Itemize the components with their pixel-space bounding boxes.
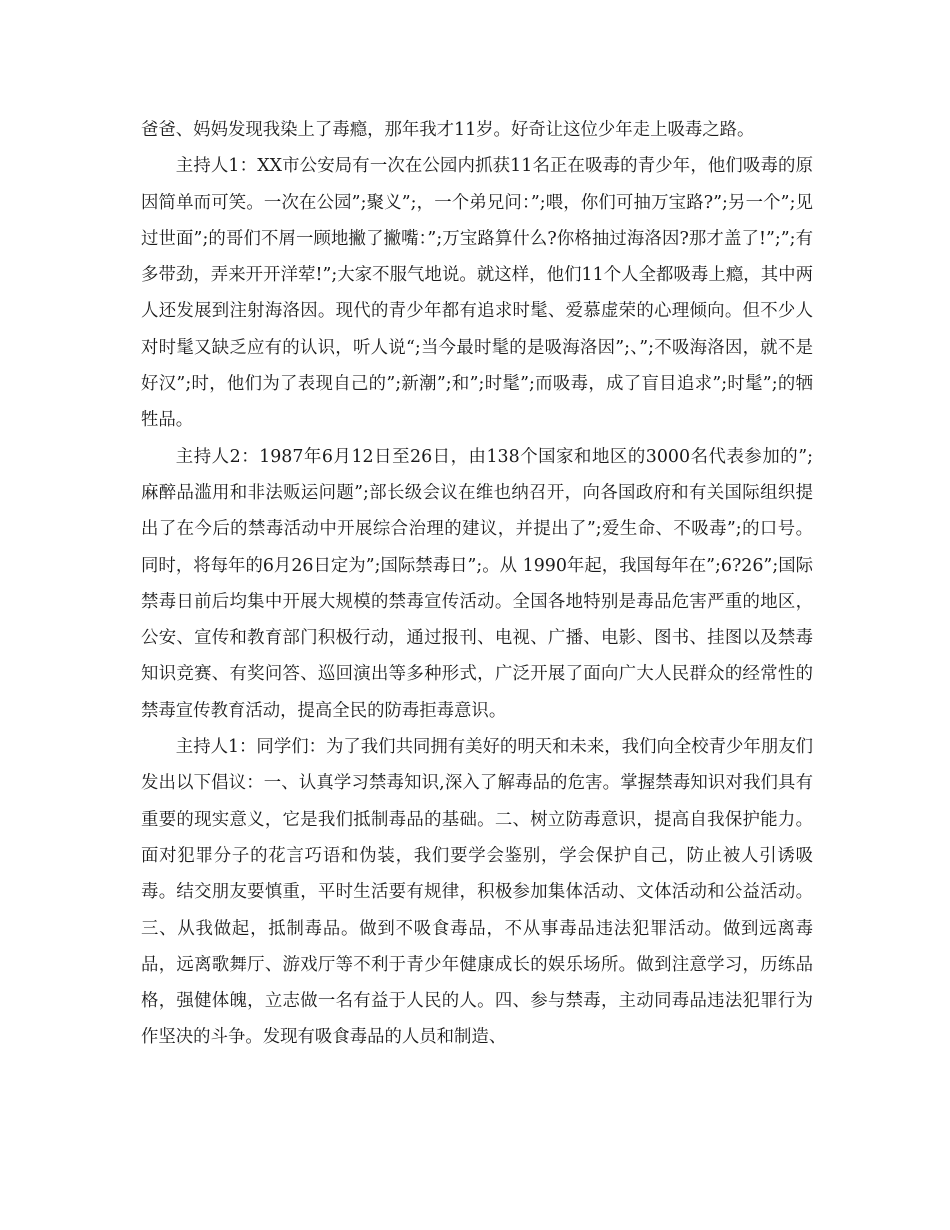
document-body	[141, 112, 813, 1056]
paragraph-continuation: 爸爸、妈妈发现我染上了毒瘾，那年我才11岁。好奇让这位少年走上吸毒之路。	[141, 120, 755, 140]
paragraph-host1-park-story: 主持人1：XX市公安局有一次在公园内抓获11名正在吸毒的青少年，他们吸毒的原因简单而可笑。一次在公园”;聚义”;，一个弟兄问：”;喂，你们可抽万宝路?”;另一个”;见过世面”;的哥们不屑一顾地撇了撇嘴：”;万宝路算什么?你格抽过海洛因?那才盖了!”;”;有多带劲，弄来开开洋荤!”;大家不服气地说。就这样，他们11个人全都吸毒上瘾，其中两人还发展到注射海洛因。现代的青少年都有追求时髦、爱慕虚荣的心理倾向。但不少人对时髦又缺乏应有的认识，听人说“;当今最时髦的是吸海洛因”;、”;不吸海洛因，就不是好汉”;时，他们为了表现自己的”;新潮”;和”;时髦”;而吸毒，成了盲目追求”;时髦”;的牺牲品。	[141, 156, 813, 431]
paragraph-host1-proposal: 主持人1：同学们：为了我们共同拥有美好的明天和未来，我们向全校青少年朋友们发出以下倡议：一、认真学习禁毒知识,深入了解毒品的危害。掌握禁毒知识对我们具有重要的现实意义，它是我们抵制毒品的基础。二、树立防毒意识，提高自我保护能力。面对犯罪分子的花言巧语和伪装，我们要学会鉴别，学会保护自己，防止被人引诱吸毒。结交朋友要慎重，平时生活要有规律，积极参加集体活动、文体活动和公益活动。三、从我做起，抵制毒品。做到不吸食毒品，不从事毒品违法犯罪活动。做到远离毒品，远离歌舞厅、游戏厅等不利于青少年健康成长的娱乐场所。做到注意学习，历练品格，强健体魄，立志做一名有益于人民的人。四、参与禁毒，主动同毒品违法犯罪行为作坚决的斗争。发现有吸食毒品的人员和制造、	[141, 737, 813, 1048]
paragraph-host2-drug-day: 主持人2：1987年6月12日至26日，由138个国家和地区的3000名代表参加的”;麻醉品滥用和非法贩运问题”;部长级会议在维也纳召开，向各国政府和有关国际组织提出了在今后的禁毒活动中开展综合治理的建议，并提出了”;爱生命、不吸毒”;的口号。同时，将每年的6月26日定为”;国际禁毒日”;。从 1990年起，我国每年在”;6?26”;国际禁毒日前后均集中开展大规模的禁毒宣传活动。全国各地特别是毒品危害严重的地区，公安、宣传和教育部门积极行动，通过报刊、电视、广播、电影、图书、挂图以及禁毒知识竞赛、有奖问答、巡回演出等多种形式，广泛开展了面向广大人民群众的经常性的禁毒宣传教育活动，提高全民的防毒拒毒意识。	[141, 446, 813, 721]
